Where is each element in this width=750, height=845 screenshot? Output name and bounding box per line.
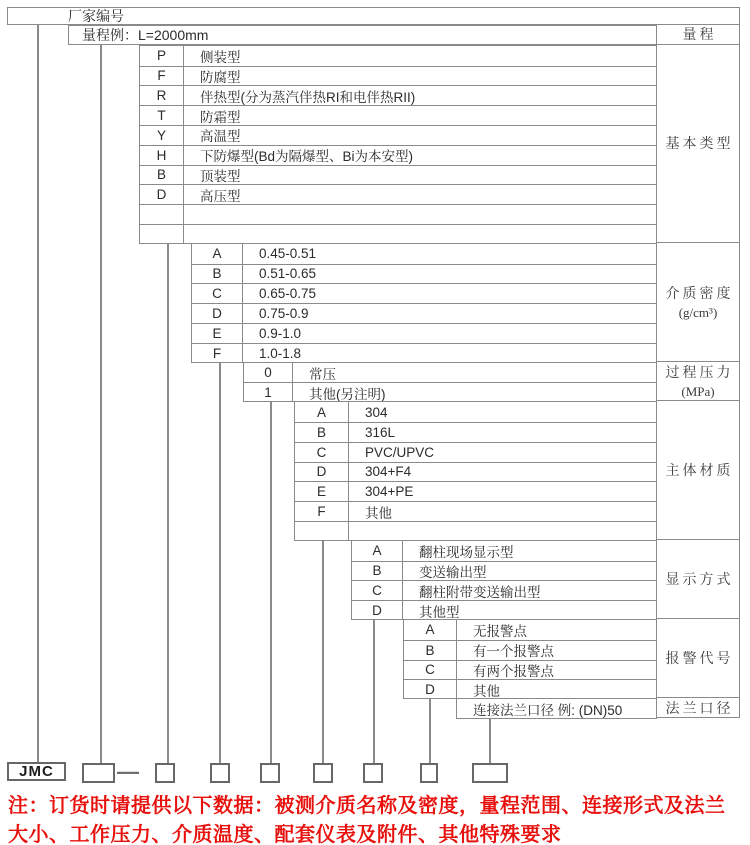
basic-type-row	[140, 184, 656, 204]
body-material-row	[295, 422, 656, 442]
medium-density-row	[192, 244, 656, 264]
category-label-text: 基本类型	[665, 137, 734, 153]
medium-density-row	[192, 303, 656, 323]
basic-type-desc-cell: 侧装型	[200, 49, 241, 65]
process-pressure-desc-cell: 其他(另注明)	[309, 386, 386, 402]
process-pressure-desc-cell: 常压	[309, 366, 336, 382]
basic-type-desc-cell: 高压型	[200, 188, 241, 204]
medium-density-code-cell: C	[192, 284, 243, 303]
category-label-text: 报警代号	[665, 652, 734, 668]
display-mode-desc-cell: 变送输出型	[419, 565, 487, 580]
basic-type-desc-cell: 高温型	[200, 129, 241, 145]
body-material-row	[295, 442, 656, 462]
range-example-cell	[68, 25, 657, 45]
category-label-unit: (MPa)	[681, 383, 715, 399]
basic-type-code-cell: H	[140, 146, 184, 165]
body-material-desc-cell	[349, 522, 656, 541]
alarm-code-row	[404, 679, 656, 699]
body-material-desc-cell: 316L	[365, 424, 396, 440]
model-prefix-box	[7, 762, 66, 781]
basic-type-desc-cell: 防腐型	[200, 70, 241, 85]
medium-density-code-cell: E	[192, 324, 243, 343]
medium-density-desc-cell: 0.9-1.0	[259, 325, 302, 341]
process-pressure-code-cell: 1	[244, 383, 293, 402]
body-material-row	[295, 481, 656, 501]
category-label-basic-type	[657, 45, 739, 243]
category-label-text: 量程	[682, 28, 717, 44]
basic-type-row	[140, 145, 656, 165]
body-material-code-cell	[295, 522, 349, 541]
category-label-text: 过程压力	[665, 365, 734, 381]
basic-type-desc-cell: 伴热型(分为蒸汽伴热RI和电伴热RII)	[200, 89, 416, 105]
basic-type-desc-cell: 顶装型	[200, 168, 241, 184]
blank-code-box	[472, 763, 508, 783]
separator-dash: —	[117, 759, 139, 784]
blank-code-box	[210, 763, 230, 783]
range-example-label: 量程例：L=2000mm	[82, 27, 209, 43]
display-mode-row	[352, 561, 656, 581]
basic-type-code-cell: R	[140, 86, 184, 105]
basic-type-code-cell: T	[140, 106, 184, 125]
alarm-code-desc-cell: 有一个报警点	[473, 644, 554, 660]
connector-line	[37, 25, 39, 762]
display-mode-code-cell: D	[352, 601, 403, 620]
connector-line	[489, 718, 491, 763]
medium-density-row	[192, 323, 656, 343]
factory-number-cell	[7, 7, 740, 25]
basic-type-row	[140, 224, 656, 244]
body-material-desc-cell: 304+PE	[365, 484, 414, 500]
category-label-range	[657, 25, 739, 45]
alarm-code-row	[404, 660, 656, 680]
display-mode-code-cell: C	[352, 581, 403, 600]
factory-number-label: 厂家编号	[68, 8, 124, 24]
body-material-row	[295, 501, 656, 521]
alarm-code-desc-cell: 有两个报警点	[473, 664, 554, 679]
process-pressure-code-cell: 0	[244, 363, 293, 383]
connector-line	[322, 540, 324, 763]
category-label-text: 介质密度	[665, 286, 734, 302]
body-material-desc-cell: 304+F4	[365, 464, 412, 480]
category-label-unit: (g/cm³)	[678, 304, 718, 320]
medium-density-desc-cell: 0.65-0.75	[259, 286, 317, 302]
medium-density-row	[192, 264, 656, 284]
basic-type-desc-cell: 防霜型	[200, 109, 241, 125]
body-material-row	[295, 521, 656, 541]
blank-code-box	[313, 763, 333, 783]
display-mode-desc-cell: 翻柱现场显示型	[419, 544, 514, 560]
basic-type-row	[140, 66, 656, 86]
basic-type-row	[140, 204, 656, 224]
section-process-pressure	[243, 362, 657, 403]
category-label-alarm-code	[657, 619, 739, 698]
body-material-row	[295, 402, 656, 422]
category-label-text: 主体材质	[665, 463, 734, 479]
order-note: 注：订货时请提供以下数据：被测介质名称及密度，量程范围、连接形式及法兰大小、工作压力、介质温度、配套仪表及附件、其他特殊要求	[8, 795, 726, 845]
section-basic-type	[139, 45, 657, 244]
medium-density-row	[192, 343, 656, 363]
basic-type-row	[140, 165, 656, 185]
alarm-code-desc-cell: 其他	[473, 683, 500, 699]
body-material-code-cell: D	[295, 463, 349, 482]
category-label-body-material	[657, 401, 739, 540]
connector-line	[167, 243, 169, 763]
body-material-code-cell: F	[295, 502, 349, 521]
blank-code-box	[82, 763, 115, 783]
basic-type-desc-cell: 下防爆型(Bd为隔爆型、Bi为本安型)	[200, 149, 414, 165]
basic-type-code-cell: Y	[140, 126, 184, 145]
display-mode-desc-cell: 翻柱附带变送输出型	[419, 584, 541, 600]
basic-type-code-cell: P	[140, 46, 184, 66]
body-material-row	[295, 462, 656, 482]
basic-type-row	[140, 125, 656, 145]
process-pressure-row	[244, 363, 656, 383]
medium-density-desc-cell: 0.51-0.65	[259, 266, 317, 282]
basic-type-desc-cell	[184, 225, 656, 244]
body-material-code-cell: B	[295, 423, 349, 442]
blank-code-box	[420, 763, 438, 783]
body-material-code-cell: A	[295, 402, 349, 422]
basic-type-code-cell: F	[140, 67, 184, 86]
alarm-code-code-cell: C	[404, 661, 457, 680]
category-label-flange-size	[657, 698, 739, 718]
body-material-desc-cell: 304	[365, 404, 388, 420]
display-mode-row	[352, 580, 656, 600]
body-material-desc-cell: 其他	[365, 505, 392, 521]
medium-density-desc-cell: 0.45-0.51	[259, 246, 317, 262]
body-material-code-cell: E	[295, 482, 349, 501]
medium-density-desc-cell: 0.75-0.9	[259, 306, 309, 322]
body-material-code-cell: C	[295, 443, 349, 462]
category-label-display-mode	[657, 540, 739, 619]
basic-type-code-cell	[140, 225, 184, 244]
basic-type-code-cell: B	[140, 166, 184, 185]
connector-line	[373, 619, 375, 763]
display-mode-code-cell: B	[352, 562, 403, 581]
section-alarm-code	[403, 619, 657, 699]
alarm-code-row	[404, 620, 656, 640]
medium-density-code-cell: B	[192, 265, 243, 284]
connector-line	[429, 698, 431, 763]
basic-type-desc-cell	[184, 205, 656, 224]
section-body-material	[294, 401, 657, 541]
category-label-text: 法兰口径	[665, 701, 734, 717]
display-mode-desc-cell: 其他型	[419, 604, 460, 620]
blank-code-box	[260, 763, 280, 783]
category-label-column	[657, 25, 740, 718]
flange-size-desc-cell: 连接法兰口径 例: (DN)50	[473, 703, 623, 719]
process-pressure-row	[244, 382, 656, 402]
category-label-process-pressure	[657, 362, 739, 402]
medium-density-code-cell: A	[192, 244, 243, 264]
section-flange-size	[456, 698, 657, 719]
alarm-code-code-cell: D	[404, 680, 457, 699]
blank-code-box	[363, 763, 383, 783]
connector-line	[100, 45, 102, 763]
basic-type-code-cell	[140, 205, 184, 224]
alarm-code-code-cell: A	[404, 620, 457, 640]
medium-density-row	[192, 283, 656, 303]
display-mode-row	[352, 541, 656, 561]
display-mode-code-cell: A	[352, 541, 403, 561]
basic-type-row	[140, 105, 656, 125]
alarm-code-desc-cell: 无报警点	[473, 623, 527, 639]
model-prefix-label: JMC	[19, 763, 54, 780]
category-label-medium-density	[657, 243, 739, 362]
basic-type-row	[140, 85, 656, 105]
basic-type-row	[140, 46, 656, 66]
blank-code-box	[155, 763, 175, 783]
basic-type-code-cell: D	[140, 185, 184, 204]
connector-line	[219, 362, 221, 763]
medium-density-desc-cell: 1.0-1.8	[259, 345, 302, 361]
section-display-mode	[351, 540, 657, 620]
flange-size-row	[457, 699, 656, 719]
section-medium-density	[191, 243, 657, 363]
category-label-text: 显示方式	[665, 572, 734, 588]
alarm-code-row	[404, 640, 656, 660]
medium-density-code-cell: D	[192, 304, 243, 323]
body-material-desc-cell: PVC/UPVC	[365, 444, 435, 460]
alarm-code-code-cell: B	[404, 641, 457, 660]
connector-line	[270, 401, 272, 763]
medium-density-code-cell: F	[192, 344, 243, 363]
display-mode-row	[352, 600, 656, 620]
